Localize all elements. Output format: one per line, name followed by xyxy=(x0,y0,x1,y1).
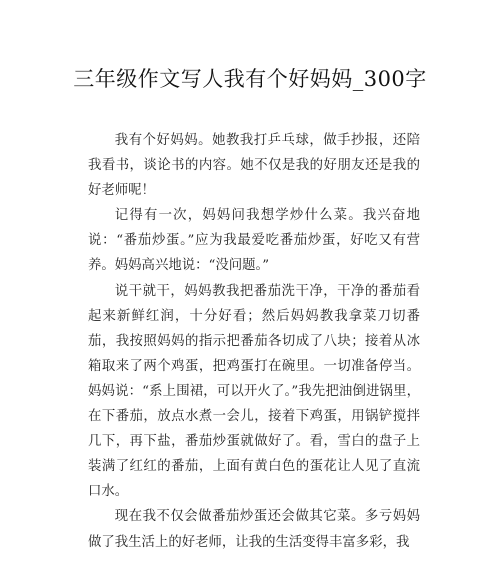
document-body xyxy=(88,128,420,555)
paragraph-1: 我有个好妈妈。她教我打乒乓球，做手抄报，还陪我看书，谈论书的内容。她不仅是我的好朋友还是我的好老师呢！ xyxy=(88,133,420,199)
paragraph-3: 说干就干，妈妈教我把番茄洗干净，干净的番茄看起来新鲜红润，十分好看；然后妈妈教我拿菜刀切番茄，我按照妈妈的指示把番茄各切成了八块；接着从冰箱取来了两个鸡蛋，把鸡蛋打在碗里。一切准备停当。妈妈说：“系上围裙，可以开火了。”我先把油倒进锅里，在下番茄，放点水煮一会儿，接着下鸡蛋，用锅铲搅拌几下，再下盐，番茄炒蛋就做好了。看，雪白的盘子上装满了红红的番茄，上面有黄白色的蛋花让人见了直流口水。 xyxy=(88,283,420,500)
paragraph-4: 现在我不仅会做番茄炒蛋还会做其它菜。多亏妈妈做了我生活上的好老师，让我的生活变得丰富多彩，我 xyxy=(88,509,420,550)
paragraph-2: 记得有一次，妈妈问我想学炒什么菜。我兴奋地说：“番茄炒蛋。”应为我最爱吃番茄炒蛋，好吃又有营养。妈妈高兴地说：“没问题。” xyxy=(88,208,420,274)
document-title: 三年级作文写人我有个好妈妈_300字 xyxy=(73,67,427,91)
